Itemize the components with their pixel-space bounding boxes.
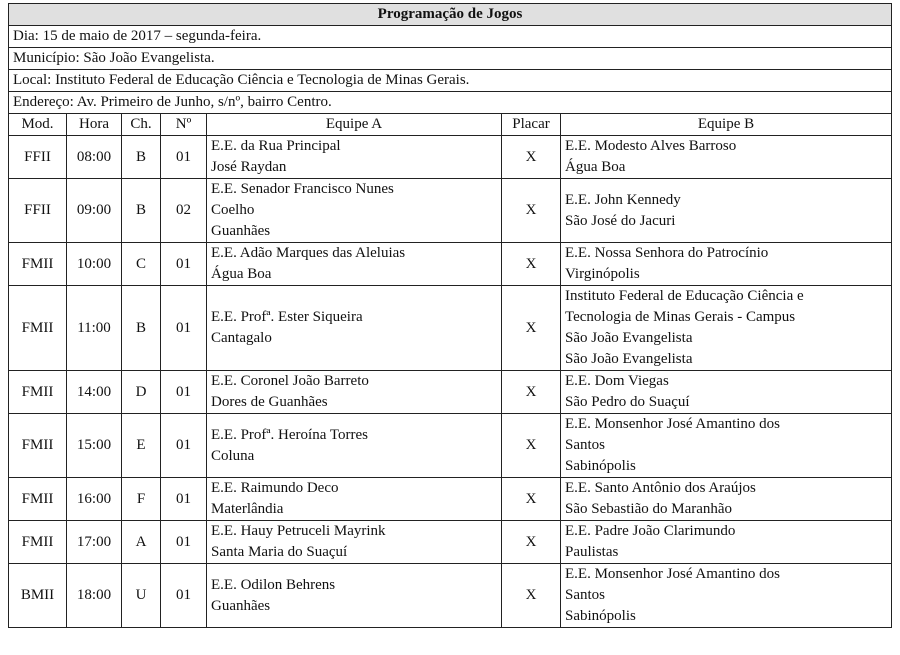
cell-num: 01 (161, 564, 207, 628)
cell-placar: X (502, 564, 561, 628)
cell-num: 01 (161, 286, 207, 371)
cell-num: 01 (161, 243, 207, 286)
header-ch: Ch. (122, 114, 161, 136)
cell-equipe-a-line: Dores de Guanhães (211, 394, 328, 410)
cell-placar: X (502, 179, 561, 243)
cell-placar: X (502, 478, 561, 521)
cell-equipe-a (207, 564, 502, 628)
cell-equipe-a-line: Coelho (211, 202, 255, 218)
table-row (9, 286, 892, 371)
cell-equipe-b (561, 286, 892, 371)
cell-equipe-b-line: Sabinópolis (565, 608, 636, 624)
cell-equipe-b (561, 478, 892, 521)
cell-equipe-a (207, 478, 502, 521)
cell-hora: 18:00 (67, 564, 122, 628)
cell-equipe-b (561, 136, 892, 179)
cell-hora: 14:00 (67, 371, 122, 414)
cell-equipe-a-line: Materlândia (211, 501, 284, 517)
cell-equipe-a-line: E.E. Profª. Ester Siqueira (211, 309, 363, 325)
cell-ch: B (122, 286, 161, 371)
table-row (9, 414, 892, 478)
cell-equipe-b-line: São Sebastião do Maranhão (565, 501, 733, 517)
cell-ch: E (122, 414, 161, 478)
table-row (9, 243, 892, 286)
cell-equipe-b-line: Instituto Federal de Educação Ciência e (565, 288, 804, 304)
cell-equipe-b-line: Tecnologia de Minas Gerais - Campus (565, 309, 796, 325)
cell-mod: FMII (9, 243, 67, 286)
cell-hora: 15:00 (67, 414, 122, 478)
cell-ch: F (122, 478, 161, 521)
cell-equipe-b-line: E.E. Dom Viegas (565, 373, 669, 389)
cell-equipe-b (561, 243, 892, 286)
cell-num: 01 (161, 136, 207, 179)
cell-hora: 16:00 (67, 478, 122, 521)
table-row (9, 564, 892, 628)
cell-mod: FFII (9, 179, 67, 243)
info-municipality: Município: São João Evangelista. (9, 48, 892, 70)
cell-equipe-b-line: Água Boa (565, 159, 626, 175)
cell-equipe-a (207, 136, 502, 179)
table-row (9, 478, 892, 521)
cell-equipe-b-line: São João Evangelista (565, 351, 693, 367)
table-row (9, 371, 892, 414)
cell-equipe-a-line: E.E. da Rua Principal (211, 138, 341, 154)
games-body (9, 136, 892, 628)
cell-hora: 10:00 (67, 243, 122, 286)
cell-equipe-a-line: Cantagalo (211, 330, 272, 346)
cell-equipe-a-line: Guanhães (211, 597, 271, 614)
table-row (9, 136, 892, 179)
cell-equipe-a (207, 371, 502, 414)
cell-equipe-a (207, 414, 502, 478)
cell-ch: B (122, 179, 161, 243)
cell-equipe-b-line: E.E. Monsenhor José Amantino dos (565, 416, 780, 432)
cell-equipe-b-line: Paulistas (565, 544, 619, 560)
header-placar: Placar (502, 114, 561, 136)
cell-equipe-a-line: Água Boa (211, 266, 272, 282)
cell-equipe-b (561, 179, 892, 243)
cell-mod: FMII (9, 414, 67, 478)
info-date: Dia: 15 de maio de 2017 – segunda-feira. (9, 26, 892, 48)
cell-mod: FMII (9, 371, 67, 414)
cell-hora: 17:00 (67, 521, 122, 564)
cell-equipe-b-line: E.E. Padre João Clarimundo (565, 523, 736, 539)
header-equipe-a: Equipe A (207, 114, 502, 136)
table-row (9, 521, 892, 564)
cell-ch: A (122, 521, 161, 564)
cell-num: 02 (161, 179, 207, 243)
cell-equipe-a (207, 286, 502, 371)
cell-equipe-b-line: E.E. John Kennedy (565, 191, 681, 208)
cell-num: 01 (161, 521, 207, 564)
header-num: Nº (161, 114, 207, 136)
cell-ch: D (122, 371, 161, 414)
cell-equipe-b-line: E.E. Modesto Alves Barroso (565, 138, 737, 154)
cell-hora: 11:00 (67, 286, 122, 371)
cell-equipe-a-line: Coluna (211, 447, 255, 464)
cell-equipe-a-line: E.E. Hauy Petruceli Mayrink (211, 523, 386, 539)
cell-equipe-b-line: Santos (565, 587, 606, 603)
header-hora: Hora (67, 114, 122, 136)
cell-mod: FFII (9, 136, 67, 179)
cell-equipe-b-line: Virginópolis (565, 266, 640, 282)
cell-equipe-b-line: E.E. Nossa Senhora do Patrocínio (565, 245, 769, 261)
cell-placar: X (502, 243, 561, 286)
cell-placar: X (502, 414, 561, 478)
cell-equipe-a-line: E.E. Odilon Behrens (211, 576, 336, 593)
cell-num: 01 (161, 478, 207, 521)
cell-equipe-b-line: São Pedro do Suaçuí (565, 394, 690, 410)
cell-equipe-a-line: E.E. Coronel João Barreto (211, 373, 369, 389)
cell-equipe-a (207, 521, 502, 564)
cell-equipe-b-line: Sabinópolis (565, 458, 636, 474)
cell-mod: FMII (9, 521, 67, 564)
header-mod: Mod. (9, 114, 67, 136)
cell-ch: B (122, 136, 161, 179)
cell-equipe-a-line: E.E. Profª. Heroína Torres (211, 426, 368, 443)
cell-equipe-b (561, 414, 892, 478)
cell-ch: U (122, 564, 161, 628)
header-equipe-b: Equipe B (561, 114, 892, 136)
cell-num: 01 (161, 371, 207, 414)
cell-placar: X (502, 286, 561, 371)
cell-equipe-a-line: Guanhães (211, 223, 271, 239)
schedule-table (8, 3, 892, 628)
cell-mod: FMII (9, 286, 67, 371)
cell-equipe-a-line: E.E. Senador Francisco Nunes (211, 181, 394, 197)
cell-equipe-a-line: Santa Maria do Suaçuí (211, 544, 348, 560)
cell-hora: 08:00 (67, 136, 122, 179)
cell-mod: FMII (9, 478, 67, 521)
cell-equipe-b-line: E.E. Santo Antônio dos Araújos (565, 480, 756, 496)
cell-placar: X (502, 371, 561, 414)
table-row (9, 179, 892, 243)
cell-mod: BMII (9, 564, 67, 628)
table-title: Programação de Jogos (9, 4, 892, 26)
info-address: Endereço: Av. Primeiro de Junho, s/nº, bairro Centro. (9, 92, 892, 114)
cell-equipe-a-line: E.E. Adão Marques das Aleluias (211, 245, 406, 261)
cell-equipe-a-line: E.E. Raimundo Deco (211, 480, 339, 496)
schedule-document (8, 3, 891, 628)
cell-placar: X (502, 136, 561, 179)
cell-equipe-a-line: José Raydan (211, 159, 287, 175)
cell-equipe-a (207, 243, 502, 286)
cell-equipe-b-line: São João Evangelista (565, 330, 693, 346)
cell-equipe-b (561, 371, 892, 414)
cell-equipe-b-line: São José do Jacuri (565, 212, 676, 229)
cell-equipe-a (207, 179, 502, 243)
cell-hora: 09:00 (67, 179, 122, 243)
cell-equipe-b-line: Santos (565, 437, 606, 453)
cell-ch: C (122, 243, 161, 286)
cell-equipe-b (561, 521, 892, 564)
cell-placar: X (502, 521, 561, 564)
info-location: Local: Instituto Federal de Educação Ciência e Tecnologia de Minas Gerais. (9, 70, 892, 92)
cell-num: 01 (161, 414, 207, 478)
cell-equipe-b (561, 564, 892, 628)
cell-equipe-b-line: E.E. Monsenhor José Amantino dos (565, 566, 780, 582)
